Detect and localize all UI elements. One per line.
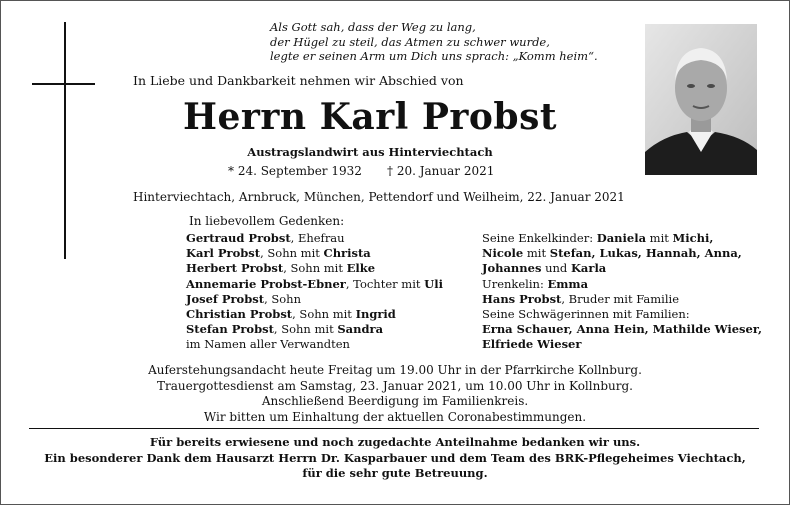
mourner-relation: , Sohn: [264, 291, 301, 306]
poem-line: der Hügel zu steil, das Atmen zu schwer wurde,: [270, 34, 550, 49]
poem: [270, 20, 640, 64]
mourners-right-column: [482, 231, 762, 353]
mourner-name: Stefan, Lukas, Hannah, Anna,: [549, 246, 742, 261]
mourner-line: [186, 246, 443, 261]
service-info: [0, 363, 790, 425]
mourner-relation: Seine Schwägerinnen mit Familien:: [482, 307, 690, 322]
death-date: † 20. Januar 2021: [387, 164, 495, 178]
service-line: Wir bitten um Einhaltung der aktuellen Coronabestimmungen.: [203, 409, 587, 424]
mourner-line: [482, 322, 762, 337]
mourner-name: Christa: [323, 246, 371, 261]
mourner-name: Josef Probst: [186, 291, 265, 306]
mourner-relation: und: [541, 261, 571, 276]
mourner-name: Ingrid: [355, 307, 396, 322]
mourner-relation: , Ehefrau: [290, 231, 345, 245]
mourner-name: Gertraud Probst: [186, 231, 291, 245]
mourner-name: Stefan Probst: [186, 322, 274, 337]
thanks-block: [0, 435, 790, 482]
mourner-relation: , Sohn mit: [292, 307, 356, 322]
mourner-name: Herbert Probst: [186, 261, 284, 276]
mourner-line: [482, 292, 762, 307]
mourner-relation: , Sohn mit: [273, 322, 338, 337]
thanks-line: Ein besonderer Dank dem Hausarzt Herrn Dr. Kasparbauer und dem Team des BRK-Pflegeheimes Viechtach,: [44, 450, 746, 465]
deceased-occupation: Austragslandwirt aus Hinterviechtach: [247, 145, 493, 159]
mourner-name: Hans Probst: [482, 291, 562, 306]
mourner-line: [186, 292, 443, 307]
mourner-line: [482, 261, 762, 276]
mourner-relation: mit: [646, 231, 673, 245]
mourner-line: [186, 337, 443, 352]
mourner-relation: , Sohn mit: [260, 246, 324, 261]
mourner-line: [482, 246, 762, 261]
mourner-relation: im Namen aller Verwandten: [186, 337, 350, 352]
mourner-name: Nicole: [482, 246, 524, 261]
birth-date: * 24. September 1932: [228, 164, 362, 178]
poem-line: Als Gott sah, dass der Weg zu lang,: [270, 20, 476, 34]
mourner-line: [186, 261, 443, 276]
mourner-relation: , Sohn mit: [283, 261, 347, 276]
mourner-name: Christian Probst: [186, 307, 293, 322]
mourner-line: [482, 277, 762, 292]
service-line: Anschließend Beerdigung im Familienkreis.: [261, 394, 529, 409]
mourner-relation: mit: [523, 246, 550, 261]
mourner-name: Elfriede Wieser: [482, 337, 582, 352]
service-line: Trauergottesdienst am Samstag, 23. Januar 2021, um 10.00 Uhr in Kollnburg.: [157, 378, 633, 393]
mourner-line: [186, 307, 443, 322]
mourner-name: Annemarie Probst-Ebner: [186, 276, 346, 291]
mourner-name: Karl Probst: [186, 246, 261, 261]
mourner-line: [186, 231, 443, 246]
deceased-name: Herrn Karl Probst: [183, 96, 557, 138]
mourner-line: [482, 337, 762, 352]
service-line: Auferstehungsandacht heute Freitag um 19.00 Uhr in der Pfarrkirche Kollnburg.: [148, 363, 642, 377]
mourner-name: Daniela: [596, 231, 647, 245]
mourner-name: Sandra: [337, 322, 384, 337]
mourner-name: Michi,: [672, 231, 714, 245]
mourner-name: Karla: [570, 261, 607, 276]
mourner-relation: Urenkelin:: [482, 276, 548, 291]
mourner-line: [482, 231, 762, 246]
mourners-left-column: [186, 231, 443, 353]
place-and-date: Hinterviechtach, Arnbruck, München, Pettendorf und Weilheim, 22. Januar 2021: [133, 190, 625, 204]
divider: [29, 428, 759, 429]
poem-line: legte er seinen Arm um Dich uns sprach: „Komm heim“.: [270, 49, 598, 63]
thanks-line: für die sehr gute Betreuung.: [302, 466, 488, 481]
mourner-line: [482, 307, 762, 322]
cross-horizontal-beam: [32, 83, 95, 85]
mourner-line: [186, 277, 443, 292]
mourner-relation: , Bruder mit Familie: [561, 291, 680, 306]
mourner-name: Uli: [424, 276, 443, 291]
memory-heading: In liebevollem Gedenken:: [189, 214, 345, 228]
mourner-relation: , Tochter mit: [345, 276, 425, 291]
mourner-name: Erna Schauer, Anna Hein, Mathilde Wieser,: [482, 322, 763, 337]
mourner-name: Johannes: [482, 261, 542, 276]
mourner-name: Elke: [346, 261, 376, 276]
mourner-name: Emma: [547, 276, 589, 291]
thanks-line: Für bereits erwiesene und noch zugedachte Anteilnahme bedanken wir uns.: [149, 435, 641, 449]
mourner-relation: Seine Enkelkinder:: [482, 231, 597, 245]
cross-vertical-beam: [64, 22, 66, 259]
mourner-line: [186, 322, 443, 337]
intro-text: In Liebe und Dankbarkeit nehmen wir Abschied von: [133, 73, 464, 88]
